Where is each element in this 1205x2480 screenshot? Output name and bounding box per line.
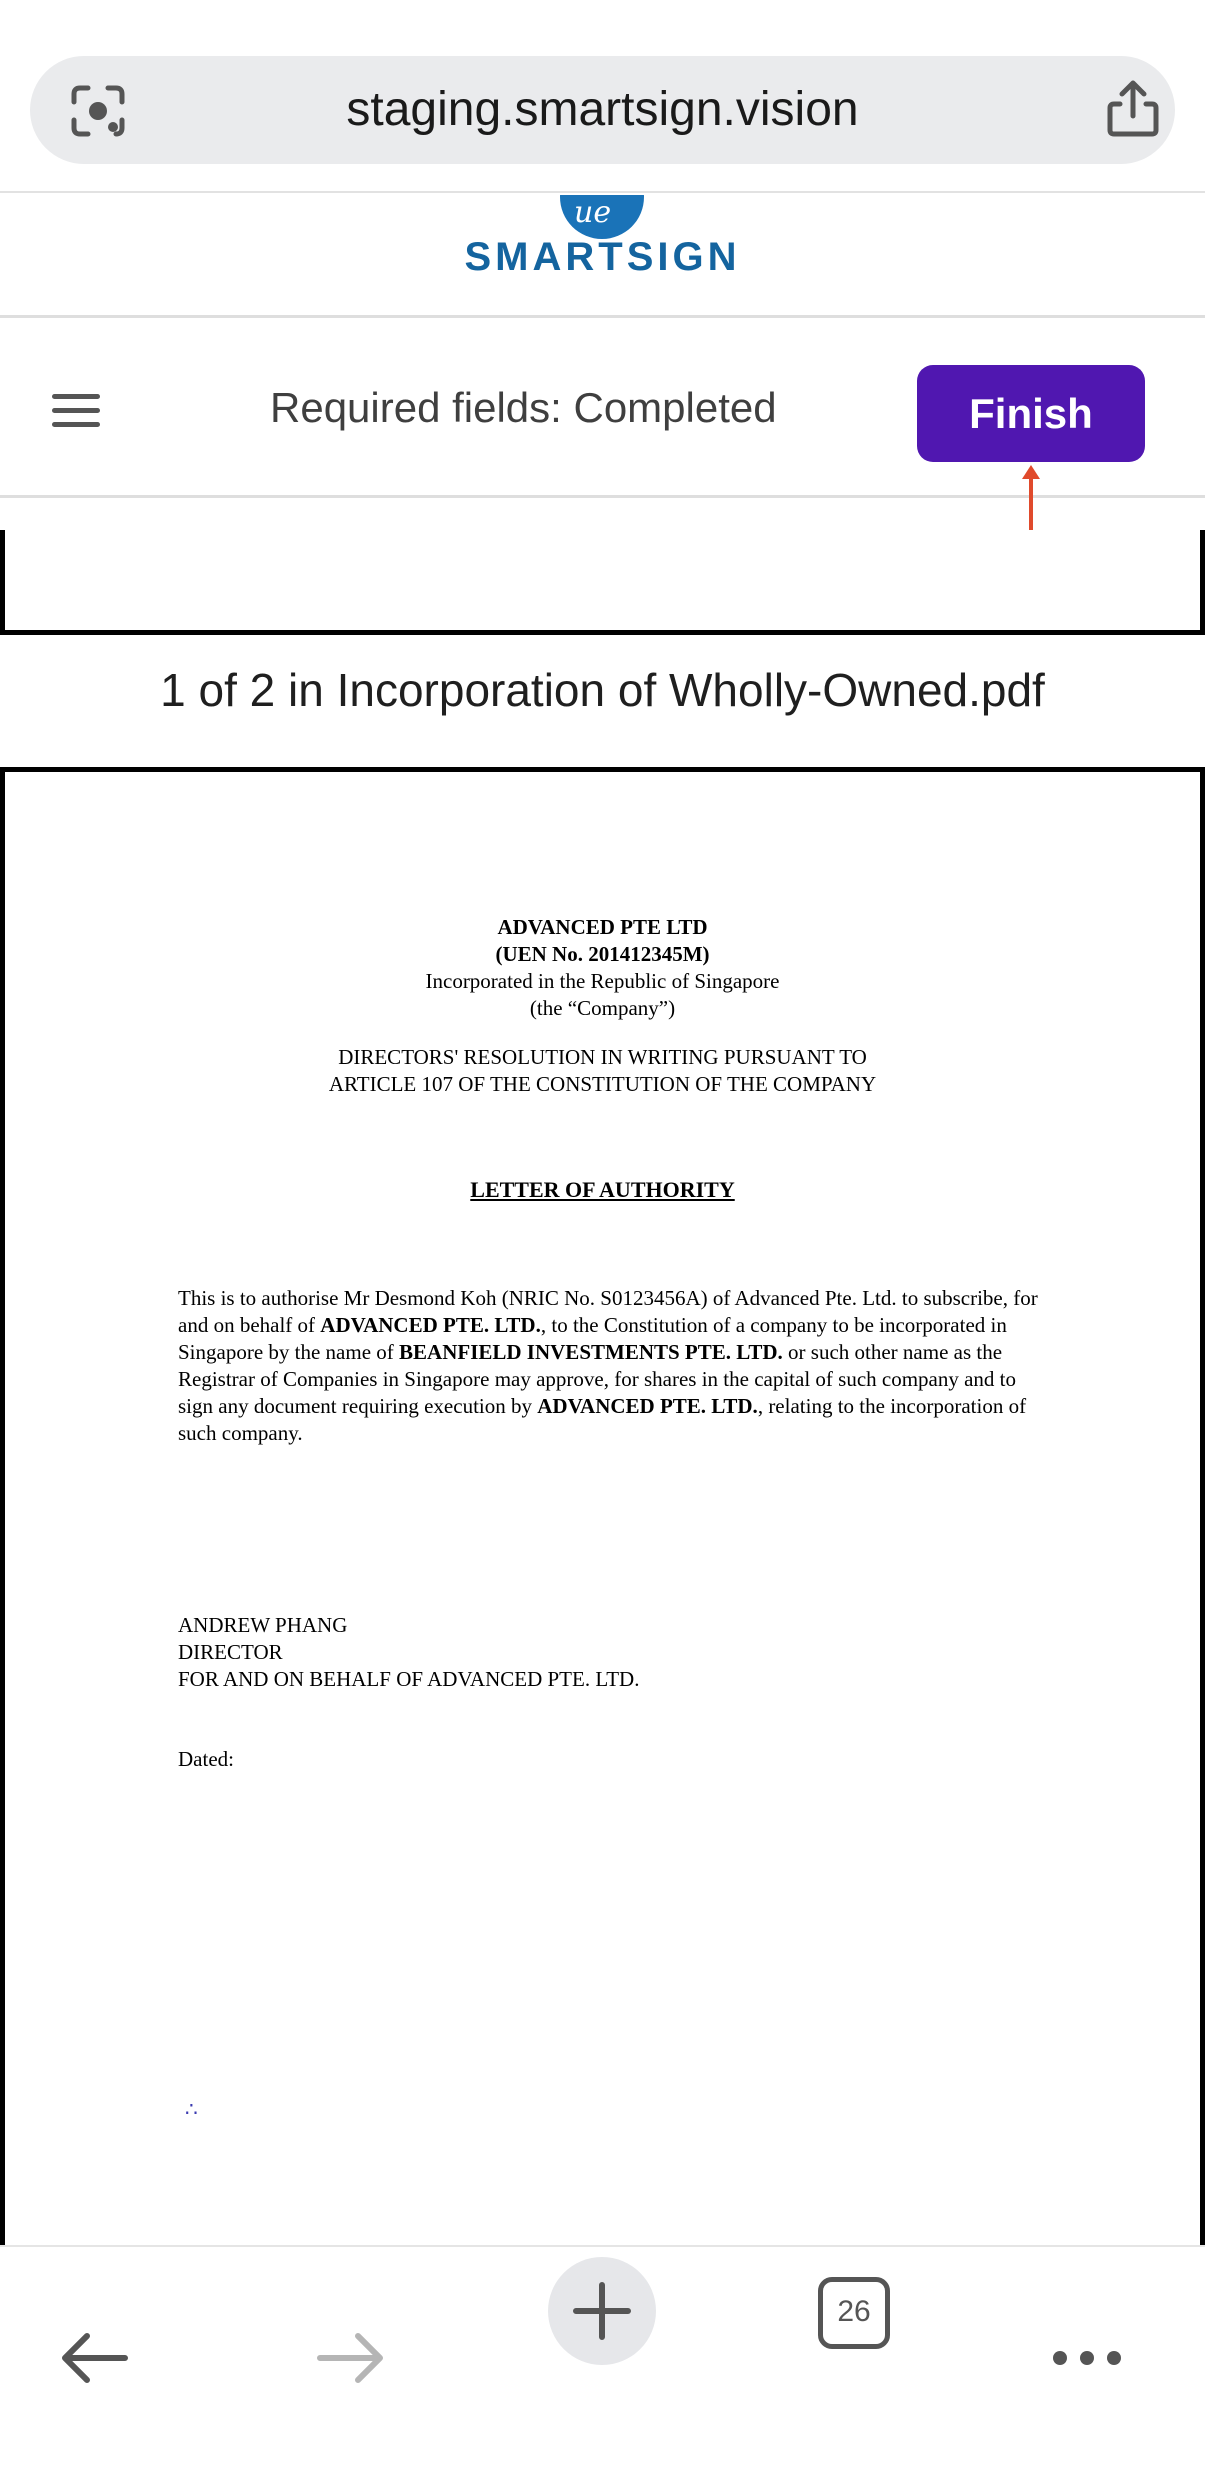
signatory-name: ANDREW PHANG — [178, 1613, 348, 1637]
brand-header — [0, 195, 1205, 318]
new-tab-button[interactable] — [548, 2257, 656, 2365]
resolution-line-2: ARTICLE 107 OF THE CONSTITUTION OF THE COMPANY — [328, 1072, 877, 1096]
body-text-3: or such other name as the Registrar of Companies in Singapore may approve, for shares in the capital of such company and to sign any document requiring execution by — [178, 1340, 1017, 1418]
browser-bottom-bar — [0, 2245, 1205, 2480]
signature-mark[interactable]: ∴ — [185, 2099, 198, 2121]
body-text-1: This is to authorise Mr Desmond Koh (NRIC No. S0123456A) of Advanced Pte. Ltd. to subscribe, for and on behalf of — [178, 1286, 1038, 1337]
signatory-block — [178, 1612, 639, 1693]
document-page — [0, 767, 1205, 2247]
company-uen: (UEN No. 201412345M) — [495, 942, 710, 966]
previous-page-bottom — [0, 530, 1205, 635]
body-bold-3: ADVANCED PTE. LTD. — [537, 1394, 758, 1418]
incorporation-line: Incorporated in the Republic of Singapore — [425, 969, 780, 993]
page-label: 1 of 2 in Incorporation of Wholly-Owned.pdf — [160, 664, 1045, 716]
brand-name: SMARTSIGN — [464, 235, 741, 279]
back-arrow-icon[interactable] — [55, 2292, 135, 2402]
company-name: ADVANCED PTE LTD — [497, 915, 708, 939]
body-text-2: , to the Constitution of a company to be incorporated in Singapore by the name of — [178, 1313, 1007, 1364]
share-icon[interactable] — [1102, 78, 1164, 140]
body-text-4: , relating to the incorporation of such company. — [178, 1394, 1027, 1445]
more-dots-icon[interactable] — [1050, 2292, 1125, 2402]
url-text[interactable]: staging.smartsign.vision — [346, 83, 859, 136]
required-fields-status: Required fields: Completed — [270, 384, 777, 431]
tabs-count-icon[interactable]: 26 — [818, 2277, 890, 2349]
authority-paragraph — [178, 1285, 1048, 1447]
company-alias: (the “Company”) — [529, 996, 676, 1020]
document-title: LETTER OF AUTHORITY — [470, 1177, 735, 1202]
forward-arrow-icon[interactable] — [310, 2292, 390, 2402]
plus-icon — [548, 2257, 656, 2365]
signatory-role: DIRECTOR — [178, 1640, 283, 1664]
resolution-line-1: DIRECTORS' RESOLUTION IN WRITING PURSUANT TO — [338, 1045, 867, 1069]
finish-button[interactable]: Finish — [917, 365, 1145, 462]
body-bold-1: ADVANCED PTE. LTD. — [320, 1313, 541, 1337]
smartsign-logo-icon: ue — [560, 195, 644, 239]
dated-label: Dated: — [178, 1747, 234, 1771]
body-bold-2: BEANFIELD INVESTMENTS PTE. LTD. — [399, 1340, 783, 1364]
address-bar[interactable] — [30, 56, 1175, 164]
hamburger-menu-icon[interactable] — [52, 394, 100, 430]
browser-top-bar — [0, 0, 1205, 193]
signatory-on-behalf: FOR AND ON BEHALF OF ADVANCED PTE. LTD. — [178, 1667, 640, 1691]
